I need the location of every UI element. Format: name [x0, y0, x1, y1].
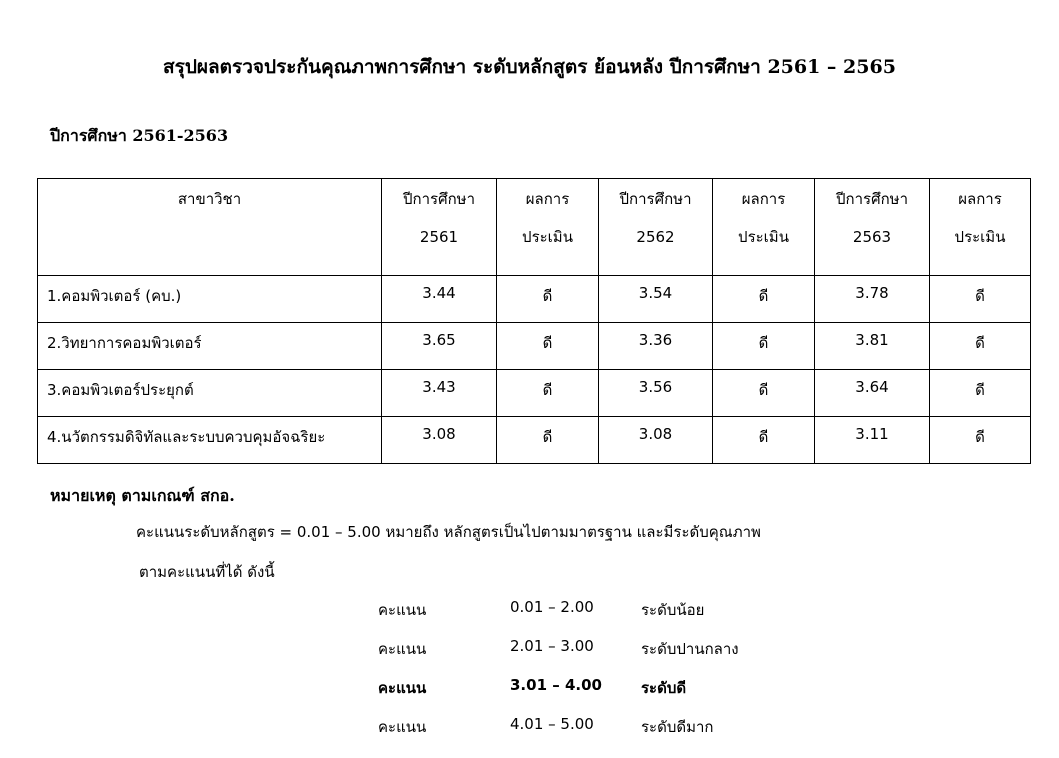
result-cell: ดี: [497, 370, 599, 417]
result-cell: ดี: [713, 370, 815, 417]
score-cell: 3.54: [599, 276, 713, 323]
scale-range: 3.01 – 4.00: [510, 676, 602, 694]
score-cell: 3.36: [599, 323, 713, 370]
scale-label: คะแนน: [378, 718, 427, 736]
program-name: 4.นวัตกรรมดิจิทัลและระบบควบคุมอัจฉริยะ: [38, 417, 382, 464]
header-result-2562: ผลการ ประเมิน: [713, 179, 815, 276]
note-line-continuation: ตามคะแนนที่ได้ ดังนี้: [139, 563, 275, 581]
table-row: [38, 276, 1031, 323]
scale-level: ระดับปานกลาง: [641, 640, 739, 658]
header-year-2561: ปีการศึกษา 2561: [382, 179, 497, 276]
scale-range: 0.01 – 2.00: [510, 598, 594, 616]
header-program: สาขาวิชา: [38, 179, 382, 276]
score-cell: 3.65: [382, 323, 497, 370]
result-cell: ดี: [713, 323, 815, 370]
score-cell: 3.11: [815, 417, 930, 464]
result-cell: ดี: [497, 276, 599, 323]
header-year-2562: ปีการศึกษา 2562: [599, 179, 713, 276]
table-row: [38, 370, 1031, 417]
result-cell: ดี: [930, 276, 1031, 323]
scale-level: ระดับดีมาก: [641, 718, 714, 736]
assessment-table: [37, 178, 1031, 464]
result-cell: ดี: [497, 417, 599, 464]
scale-range: 2.01 – 3.00: [510, 637, 594, 655]
score-cell: 3.08: [599, 417, 713, 464]
score-cell: 3.81: [815, 323, 930, 370]
scale-label: คะแนน: [378, 679, 427, 697]
score-cell: 3.43: [382, 370, 497, 417]
scale-label: คะแนน: [378, 640, 427, 658]
table-row: [38, 417, 1031, 464]
scale-level: ระดับน้อย: [641, 601, 705, 619]
result-cell: ดี: [497, 323, 599, 370]
score-cell: 3.64: [815, 370, 930, 417]
header-year-2563: ปีการศึกษา 2563: [815, 179, 930, 276]
result-cell: ดี: [713, 276, 815, 323]
result-cell: ดี: [930, 370, 1031, 417]
program-name: 1.คอมพิวเตอร์ (คบ.): [38, 276, 382, 323]
score-cell: 3.78: [815, 276, 930, 323]
result-cell: ดี: [713, 417, 815, 464]
result-cell: ดี: [930, 323, 1031, 370]
table-row: [38, 323, 1031, 370]
note-label: หมายเหตุ ตามเกณฑ์ สกอ.: [50, 486, 235, 505]
score-cell: 3.44: [382, 276, 497, 323]
program-name: 3.คอมพิวเตอร์ประยุกต์: [38, 370, 382, 417]
note-line-criteria: คะแนนระดับหลักสูตร = 0.01 – 5.00 หมายถึง หลักสูตรเป็นไปตามมาตรฐาน และมีระดับคุณภาพ: [136, 523, 761, 541]
table-header-row: [38, 179, 1031, 276]
result-cell: ดี: [930, 417, 1031, 464]
scale-level: ระดับดี: [641, 679, 687, 697]
scale-range: 4.01 – 5.00: [510, 715, 594, 733]
page-title: สรุปผลตรวจประกันคุณภาพการศึกษา ระดับหลักสูตร ย้อนหลัง ปีการศึกษา 2561 – 2565: [163, 56, 896, 78]
section-subtitle: ปีการศึกษา 2561-2563: [50, 126, 229, 145]
program-name: 2.วิทยาการคอมพิวเตอร์: [38, 323, 382, 370]
header-result-2563: ผลการ ประเมิน: [930, 179, 1031, 276]
header-result-2561: ผลการ ประเมิน: [497, 179, 599, 276]
score-cell: 3.08: [382, 417, 497, 464]
score-cell: 3.56: [599, 370, 713, 417]
scale-label: คะแนน: [378, 601, 427, 619]
